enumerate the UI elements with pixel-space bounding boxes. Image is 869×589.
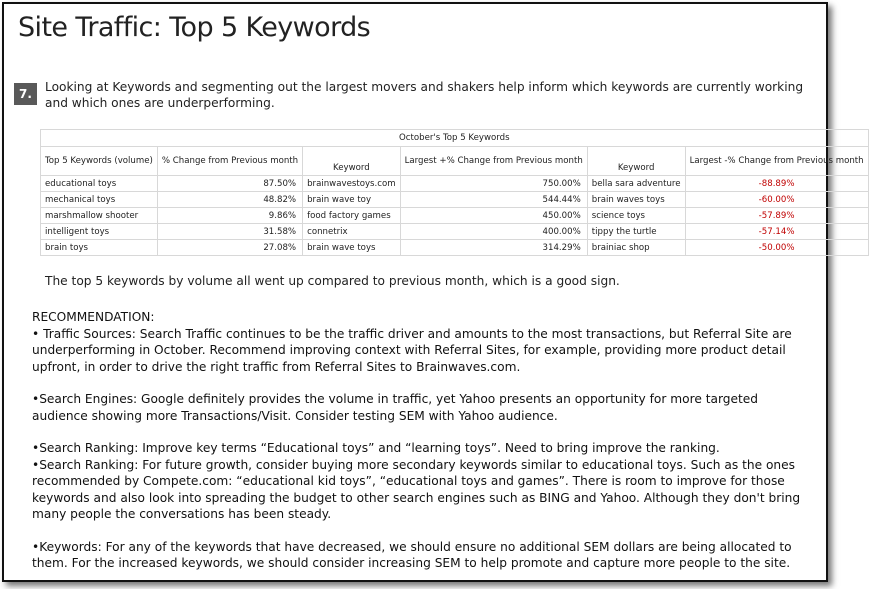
keywords-table	[40, 129, 869, 256]
rec-traffic-sources: • Traffic Sources: Search Traffic continues to be the traffic driver and amounts to the most transactions, but Referral Site are underperforming in October. Recommend improving context with Referral Sites, for example, providing more product detail upfront, in order to drive the right traffic from Referral Sites to Brainwaves.com.	[32, 326, 792, 374]
cell-pct: 87.50%	[157, 176, 302, 192]
header-largest-minus: Largest -% Change from Previous month	[685, 147, 868, 176]
slide-frame	[2, 2, 864, 582]
slide-number-badge: 7.	[14, 83, 37, 105]
table-row	[41, 240, 869, 256]
cell-minus-keyword: brainiac shop	[587, 240, 685, 256]
cell-minus-keyword: tippy the turtle	[587, 224, 685, 240]
cell-pct: 9.86%	[157, 208, 302, 224]
cell-plus-keyword: brain wave toys	[303, 240, 401, 256]
cell-minus-pct: -50.00%	[685, 240, 868, 256]
cell-minus-pct: -57.14%	[685, 224, 868, 240]
cell-plus-keyword: brain wave toy	[303, 192, 401, 208]
header-top-keywords: Top 5 Keywords (volume)	[41, 147, 158, 176]
cell-plus-keyword: brainwavestoys.com	[303, 176, 401, 192]
rec-search-engines: •Search Engines: Google definitely provides the volume in traffic, yet Yahoo presents an opportunity for more targeted audience showing more Transactions/Visit. Consider testing SEM with Yahoo audience.	[32, 392, 758, 423]
table-row	[41, 224, 869, 240]
cell-plus-keyword: food factory games	[303, 208, 401, 224]
cell-pct: 27.08%	[157, 240, 302, 256]
cell-keyword: intelligent toys	[41, 224, 158, 240]
table-row	[41, 176, 869, 192]
recommendation-section	[32, 309, 817, 572]
cell-plus-pct: 400.00%	[400, 224, 587, 240]
cell-plus-pct: 314.29%	[400, 240, 587, 256]
recommendation-heading: RECOMMENDATION:	[32, 310, 155, 324]
cell-pct: 31.58%	[157, 224, 302, 240]
cell-plus-pct: 450.00%	[400, 208, 587, 224]
summary-text: The top 5 keywords by volume all went up compared to previous month, which is a good sign.	[45, 274, 620, 288]
cell-keyword: brain toys	[41, 240, 158, 256]
cell-plus-pct: 544.44%	[400, 192, 587, 208]
cell-minus-pct: -60.00%	[685, 192, 868, 208]
header-keyword-minus: Keyword	[587, 147, 685, 176]
header-pct-change: % Change from Previous month	[157, 147, 302, 176]
cell-plus-pct: 750.00%	[400, 176, 587, 192]
cell-minus-keyword: brain waves toys	[587, 192, 685, 208]
rec-search-ranking-2: •Search Ranking: For future growth, consider buying more secondary keywords similar to educational toys. Such as the ones recommended by Compete.com: “educational kid toys”, “educational toys and games”. There is room to improve for those keywords and also look into spreading the budget to other search engines such as BING and Yahoo. Although they don't bring many people the conversations has been steady.	[32, 457, 801, 521]
rec-search-ranking-1: •Search Ranking: Improve key terms “Educational toys” and “learning toys”. Need to bring improve the ranking.	[32, 441, 720, 455]
intro-text: Looking at Keywords and segmenting out the largest movers and shakers help inform which keywords are currently working and which ones are underperforming.	[45, 80, 804, 110]
header-keyword-plus: Keyword	[303, 147, 401, 176]
cell-minus-keyword: science toys	[587, 208, 685, 224]
cell-keyword: mechanical toys	[41, 192, 158, 208]
cell-minus-pct: -88.89%	[685, 176, 868, 192]
cell-keyword: marshmallow shooter	[41, 208, 158, 224]
rec-keywords: •Keywords: For any of the keywords that have decreased, we should ensure no additional SEM dollars are being allocated to them. For the increased keywords, we should consider increasing SEM to help promote and capture more people to the site.	[32, 539, 792, 570]
cell-minus-keyword: bella sara adventure	[587, 176, 685, 192]
cell-pct: 48.82%	[157, 192, 302, 208]
cell-minus-pct: -57.89%	[685, 208, 868, 224]
header-largest-plus: Largest +% Change from Previous month	[400, 147, 587, 176]
cell-plus-keyword: connetrix	[303, 224, 401, 240]
page-title: Site Traffic: Top 5 Keywords	[18, 12, 371, 43]
cell-keyword: educational toys	[41, 176, 158, 192]
table-caption: October's Top 5 Keywords	[41, 130, 869, 147]
table-row	[41, 192, 869, 208]
table-row	[41, 208, 869, 224]
